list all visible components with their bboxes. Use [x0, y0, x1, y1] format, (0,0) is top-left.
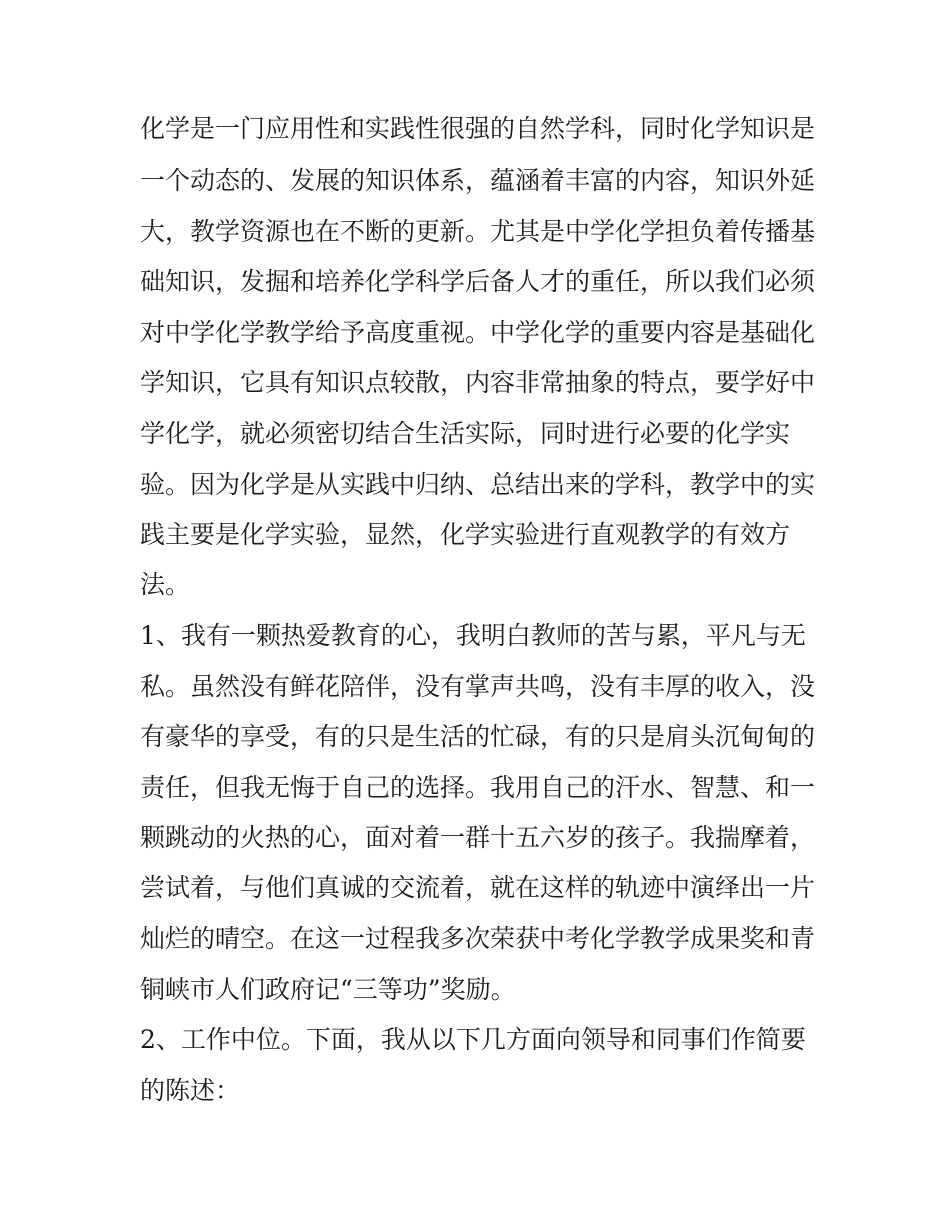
text-line: 础知识，发掘和培养化学科学后备人才的重任，所以我们必须 [140, 267, 816, 296]
text-line: 学知识，它具有知识点较散，内容非常抽象的特点，要学好中 [140, 368, 816, 397]
text-line: 对中学化学教学给予高度重视。中学化学的重要内容是基础化 [140, 318, 816, 347]
text-line: 大，教学资源也在不断的更新。尤其是中学化学担负着传播基 [140, 217, 816, 246]
text-line: 验。因为化学是从实践中归纳、总结出来的学科，教学中的实 [140, 470, 816, 499]
text-line: 1、我有一颗热爱教育的心，我明白教师的苦与累，平凡与无 [140, 621, 806, 650]
text-line: 有豪华的享受，有的只是生活的忙碌，有的只是肩头沉甸甸的 [140, 722, 816, 751]
text-line: 尝试着，与他们真诚的交流着，就在这样的轨迹中演绎出一片 [140, 873, 816, 902]
text-line: 的陈述： [140, 1076, 241, 1105]
text-line: 一个动态的、发展的知识体系，蕴涵着丰富的内容，知识外延 [140, 166, 816, 195]
text-line: 2、工作中位。下面，我从以下几方面向领导和同事们作简要 [140, 1025, 806, 1054]
text-line: 私。虽然没有鲜花陪伴，没有掌声共鸣，没有丰厚的收入，没 [140, 672, 816, 701]
text-line: 灿烂的晴空。在这一过程我多次荣获中考化学教学成果奖和青 [140, 924, 816, 953]
text-line: 铜峡市人们政府记“三等功”奖励。 [140, 975, 516, 1004]
text-line: 责任，但我无悔于自己的选择。我用自己的汗水、智慧、和一 [140, 773, 816, 802]
text-line: 践主要是化学实验，显然，化学实验进行直观教学的有效方 [140, 520, 791, 549]
text-line: 学化学，就必须密切结合生活实际，同时进行必要的化学实 [140, 419, 791, 448]
text-line: 法。 [140, 570, 191, 599]
text-line: 化学是一门应用性和实践性很强的自然学科，同时化学知识是 [140, 114, 816, 143]
text-line: 颗跳动的火热的心，面对着一群十五六岁的孩子。我揣摩着， [140, 823, 816, 852]
